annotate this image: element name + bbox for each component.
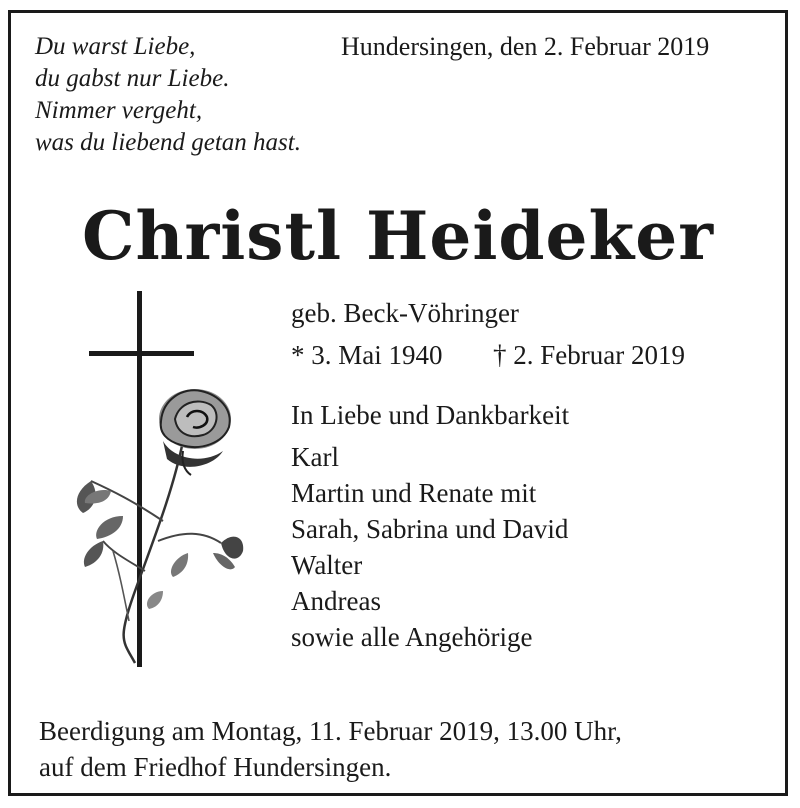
life-dates (291, 337, 685, 373)
mourners-list (291, 439, 685, 655)
dedication: In Liebe und Dankbarkeit (291, 400, 570, 430)
maiden-name: geb. Beck-Vöhringer (291, 298, 519, 328)
cross-icon (63, 291, 263, 691)
mourner: Martin und Renate mit (291, 478, 537, 508)
deceased-name: Christl Heideker (81, 197, 715, 275)
death-date: † 2. Februar 2019 (493, 340, 685, 370)
obituary-frame (8, 10, 788, 796)
memorial-poem (35, 31, 301, 159)
poem-line: du gabst nur Liebe. (35, 65, 230, 92)
rose-icon (77, 389, 243, 609)
mourner: Sarah, Sabrina und David (291, 514, 569, 544)
mourner: sowie alle Angehörige (291, 622, 533, 652)
mourner: Andreas (291, 586, 381, 616)
poem-line: was du liebend getan hast. (35, 129, 301, 156)
place-and-date: Hundersingen, den 2. Februar 2019 (341, 32, 710, 61)
mourner: Walter (291, 550, 363, 580)
funeral-notice (39, 713, 622, 785)
cross-rose-illustration (63, 291, 263, 696)
mourner: Karl (291, 442, 339, 472)
poem-line: Nimmer vergeht, (35, 97, 203, 124)
funeral-line: Beerdigung am Montag, 11. Februar 2019, 13.00 Uhr, (39, 716, 622, 746)
funeral-line: auf dem Friedhof Hundersingen. (39, 752, 392, 782)
birth-date: * 3. Mai 1940 (291, 340, 443, 370)
poem-line: Du warst Liebe, (35, 33, 196, 60)
personal-details (291, 295, 685, 655)
